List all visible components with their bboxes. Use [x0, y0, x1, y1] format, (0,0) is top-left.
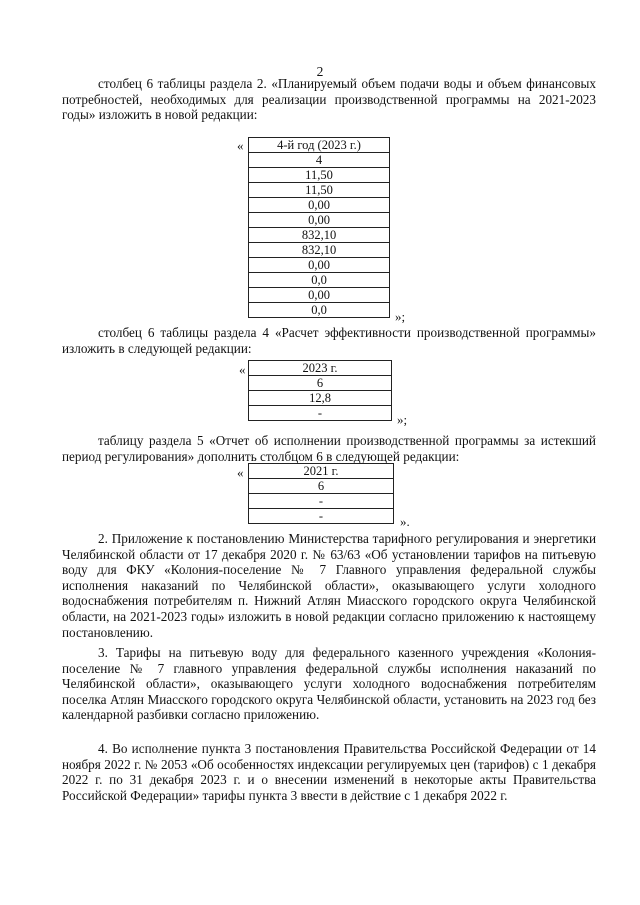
table-row: [249, 464, 394, 479]
table-row: [249, 168, 390, 183]
table-cell: 0,00: [249, 258, 390, 273]
table-cell: 0,0: [249, 303, 390, 318]
table-cell: 0,00: [249, 288, 390, 303]
table-row: [249, 494, 394, 509]
table-row: [249, 228, 390, 243]
table-cell: 6: [249, 479, 394, 494]
table-row: [249, 198, 390, 213]
table-row: [249, 213, 390, 228]
paragraph-item-3: 3. Тарифы на питьевую воду для федерального казенного учреждения «Колония-поселение № 7 главного управления федеральной службы исполнения наказаний по Челябинской области», оказывающего услуги холодного водоснабжения потребителям поселка Атлян Миасского городского округа Челябинской области, установить на 2023 год без календарной разбивки согласно приложению.: [62, 645, 596, 723]
table-row: [249, 509, 394, 524]
table-section5-column6: [248, 463, 394, 524]
table-row: [249, 406, 392, 421]
table1-close-quote: »;: [395, 309, 406, 324]
table-section2-column6: [248, 137, 390, 318]
table-section4-column6: [248, 360, 392, 421]
table2-open-quote: «: [239, 362, 246, 377]
paragraph-item-4: 4. Во исполнение пункта 3 постановления Правительства Российской Федерации от 14 ноября 2022 г. № 2053 «Об особенностях индексации регулируемых цен (тарифов) с 1 декабря 2022 г. по 31 декабря 2023 г. и о внесении изменений в некоторые акты Правительства Российской Федерации» тарифы пункта 3 ввести в действие с 1 декабря 2022 г.: [62, 741, 596, 803]
table-cell: 6: [249, 376, 392, 391]
page-number: 2: [316, 64, 324, 79]
table-row: [249, 258, 390, 273]
table-cell: 4-й год (2023 г.): [249, 138, 390, 153]
table-cell: 11,50: [249, 183, 390, 198]
table-row: [249, 273, 390, 288]
table-cell: 12,8: [249, 391, 392, 406]
table-cell: 2021 г.: [249, 464, 394, 479]
table-cell: 11,50: [249, 168, 390, 183]
table-row: [249, 479, 394, 494]
table-cell: -: [249, 406, 392, 421]
paragraph-column6-section4: столбец 6 таблицы раздела 4 «Расчет эффективности производственной программы» изложить в следующей редакции:: [62, 325, 596, 356]
table3-close-quote: ».: [400, 514, 410, 529]
table-cell: 2023 г.: [249, 361, 392, 376]
table-cell: 0,0: [249, 273, 390, 288]
table-cell: 0,00: [249, 213, 390, 228]
paragraph-item-2: 2. Приложение к постановлению Министерства тарифного регулирования и энергетики Челябинской области от 17 декабря 2020 г. № 63/63 «Об установлении тарифов на питьевую воду для ФКУ «Колония-поселение № 7 Главного управления федеральной службы исполнения наказаний по Челябинской области», оказывающего услуги холодного водоснабжения потребителям п. Нижний Атлян Миасского городского округа Челябинской области, на 2021-2023 годы» изложить в новой редакции согласно приложению к настоящему постановлению.: [62, 531, 596, 640]
table-row: [249, 243, 390, 258]
table-cell: 832,10: [249, 228, 390, 243]
table1-open-quote: «: [237, 138, 244, 153]
table-row: [249, 303, 390, 318]
table-cell: -: [249, 509, 394, 524]
paragraph-table-section5: таблицу раздела 5 «Отчет об исполнении производственной программы за истекший период регулирования» дополнить столбцом 6 в следующей редакции:: [62, 433, 596, 464]
table-cell: 832,10: [249, 243, 390, 258]
table-row: [249, 376, 392, 391]
table3-open-quote: «: [237, 465, 244, 480]
table-row: [249, 138, 390, 153]
paragraph-column6-section2: столбец 6 таблицы раздела 2. «Планируемый объем подачи воды и объем финансовых потребностей, необходимых для реализации производственной программы на 2021-2023 годы» изложить в новой редакции:: [62, 76, 596, 123]
table-row: [249, 391, 392, 406]
table-cell: 4: [249, 153, 390, 168]
table-row: [249, 153, 390, 168]
table-row: [249, 183, 390, 198]
table-cell: -: [249, 494, 394, 509]
table-row: [249, 288, 390, 303]
table2-close-quote: »;: [397, 412, 408, 427]
table-cell: 0,00: [249, 198, 390, 213]
table-row: [249, 361, 392, 376]
